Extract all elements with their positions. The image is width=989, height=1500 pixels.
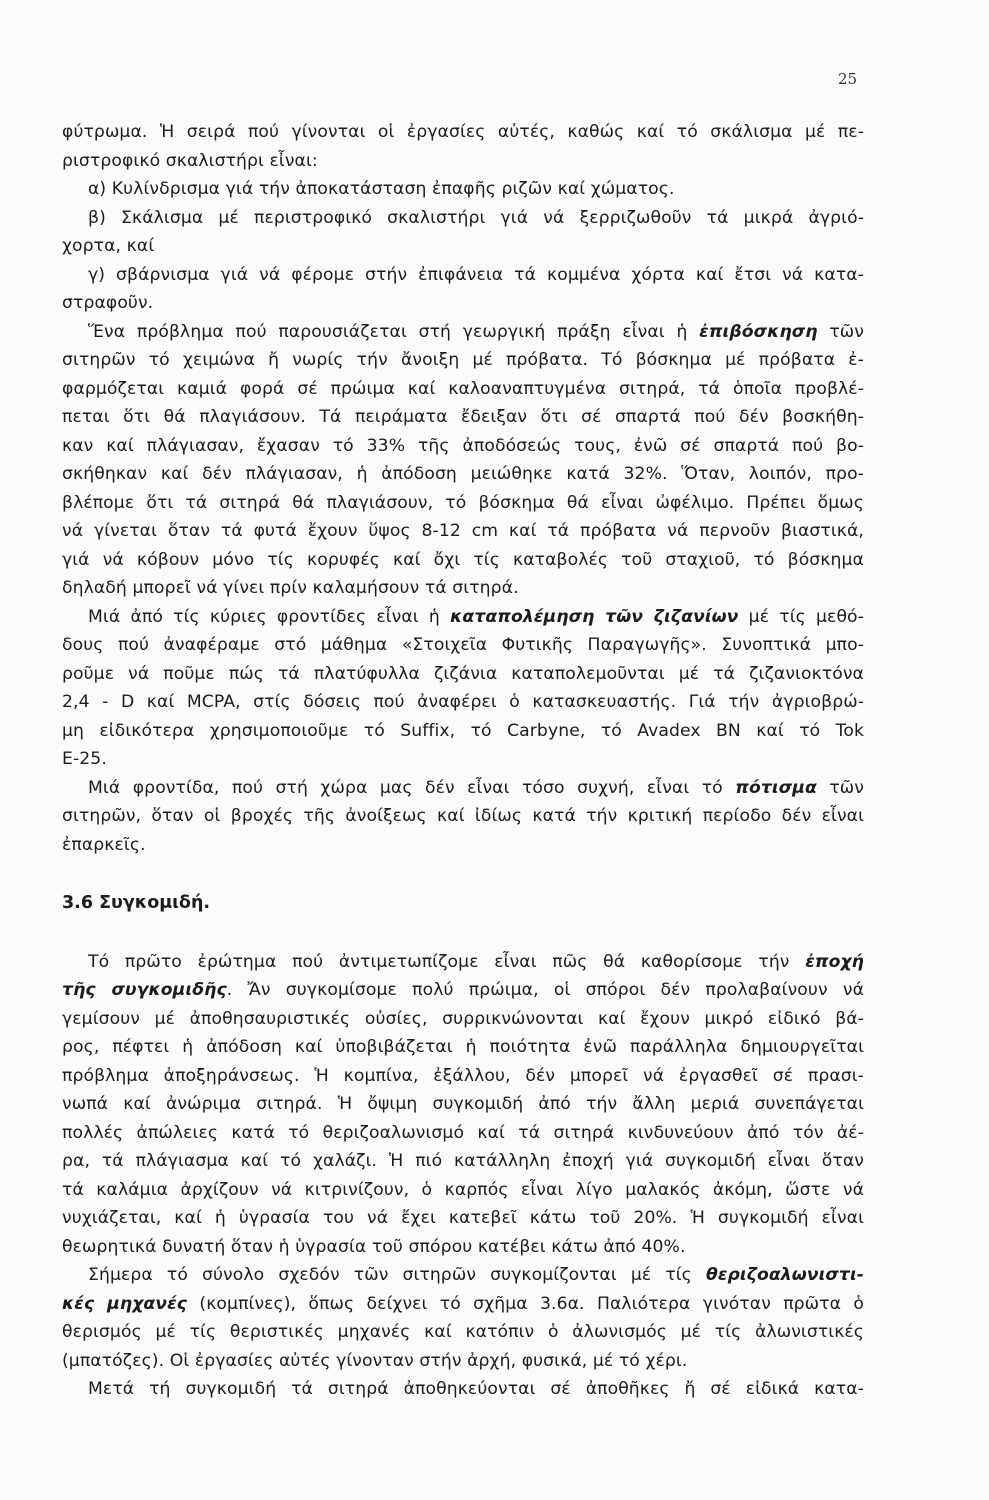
text-line: ριστροφικό σκαλιστήρι εἶναι: xyxy=(62,150,318,171)
list-item-b: β) Σκάλισμα μέ περιστροφικό σκαλιστήρι γιά νά ξερριζωθοῦν τά μικρά ἀγριό- xyxy=(88,207,864,228)
text-line: ἐπαρκεῖς. xyxy=(62,834,146,855)
text-line: 2,4 - D καί MCPA, στίς δόσεις πού ἀναφέρει ὁ κατασκευαστής. Γιά τήν ἀγριοβρώ- xyxy=(62,692,864,712)
text-line: ρος, πέφτει ἡ ἀπόδοση καί ὑποβιβάζεται ἡ ποιότητα ἐνῶ παράλληλα δημιουργεῖται xyxy=(62,1037,864,1057)
term-emphasis: τῆς συγκομιδῆς xyxy=(62,980,227,1000)
text-line: πεται ὅτι θά πλαγιάσουν. Τά πειράματα ἔδειξαν ὅτι σέ σπαρτά πού δέν βοσκήθη- xyxy=(62,407,864,427)
term-emphasis: ἐποχή xyxy=(805,951,864,972)
text-line: ροῦμε νά ποῦμε πώς τά πλατύφυλλα ζιζάνια καταπολεμοῦνται μέ τά ζιζανιοκτόνα xyxy=(62,663,864,684)
text-line: φύτρωμα. Ἡ σειρά πού γίνονται οἱ ἐργασίες αὐτές, καθώς καί τό σκάλισμα μέ πε- xyxy=(62,122,864,142)
text-line: E-25. xyxy=(62,749,107,769)
list-item-c: γ) σβάρνισμα γιά νά φέρομε στήν ἐπιφάνεια τά κομμένα χόρτα καί ἔτσι νά κατα- xyxy=(88,264,864,285)
text-line: βλέπομε ὅτι τά σιτηρά θά πλαγιάσουν, τό βόσκημα θά εἶναι ὠφέλιμο. Πρέπει ὅμως xyxy=(62,492,864,513)
paragraph-first-line: Σήμερα τό σύνολο σχεδόν τῶν σιτηρῶν συγκομίζονται μέ τίς θεριζοαλωνιστι- xyxy=(88,1265,864,1285)
term-emphasis: ἐπιβόσκηση xyxy=(699,321,818,342)
text-line: σιτηρῶν, ὅταν οἱ βροχές τῆς ἀνοίξεως καί ἰδίως κατά τήν κριτική περίοδο δέν εἶναι xyxy=(62,806,864,826)
paragraph-first-line: Μετά τή συγκομιδή τά σιτηρά ἀποθηκεύονται σέ ἀποθῆκες ἤ σέ εἰδικά κατα- xyxy=(88,1379,864,1399)
text-line: γιά νά κόβουν μόνο τίς κορυφές καί ὄχι τίς καταβολές τοῦ σταχιοῦ, τό βόσκημα xyxy=(62,549,864,570)
text-line: τά καλάμια ἀρχίζουν νά κιτρινίζουν, ὁ καρπός εἶναι λίγο μαλακός ἀκόμη, ὥστε νά xyxy=(62,1179,864,1200)
text-line: ρα, τά πλάγιασμα καί τό χαλάζι. Ἡ πιό κατάλληλη ἐποχή γιά συγκομιδή εἶναι ὅταν xyxy=(62,1151,864,1171)
text-line: γεμίσουν μέ ἀποθησαυριστικές οὐσίες, συρρικνώνονται καί ἔχουν μικρό εἰδικό βά- xyxy=(62,1008,864,1029)
term-emphasis: πότισμα xyxy=(735,777,817,798)
term-emphasis: θεριζοαλωνιστι- xyxy=(705,1265,864,1285)
page-number: 25 xyxy=(838,70,858,88)
text-line: χορτα, καί xyxy=(62,236,155,256)
text-line: δους πού ἀναφέραμε στό μάθημα «Στοιχεῖα Φυτικῆς Παραγωγῆς». Συνοπτικά μπο- xyxy=(62,635,864,655)
section-heading: 3.6 Συγκομιδή. xyxy=(62,893,211,913)
text-line: σκήθηκαν καί δέν πλάγιασαν, ἡ ἀπόδοση μειώθηκε κατά 32%. Ὅταν, λοιπόν, προ- xyxy=(62,464,864,484)
text-line: τῆς συγκομιδῆς. Ἄν συγκομίσομε πολύ πρώιμα, οἱ σπόροι δέν προλαβαίνουν νά xyxy=(62,980,864,1000)
text-line: νωπά καί ἀνώριμα σιτηρά. Ἡ ὄψιμη συγκομιδή ἀπό τήν ἄλλη μεριά συνεπάγεται xyxy=(62,1094,864,1114)
paragraph-first-line: Ἕνα πρόβλημα πού παρουσιάζεται στή γεωργική πράξη εἶναι ἡ ἐπιβόσκηση τῶν xyxy=(88,321,864,342)
text-line: θερισμός μέ τίς θεριστικές μηχανές καί κατόπιν ὁ ἀλωνισμός μέ τίς ἀλωνιστικές xyxy=(62,1322,864,1342)
paragraph-first-line: Μιά ἀπό τίς κύριες φροντίδες εἶναι ἡ καταπολέμηση τῶν ζιζανίων μέ τίς μεθό- xyxy=(88,606,864,627)
text-line: καν καί πλάγιασαν, ἔχασαν τό 33% τῆς ἀποδόσεώς τους, ἐνῶ σέ σπαρτά πού βο- xyxy=(62,435,864,456)
paragraph-first-line: Μιά φροντίδα, πού στή χώρα μας δέν εἶναι τόσο συχνή, εἶναι τό πότισμα τῶν xyxy=(88,777,864,798)
text-line: δηλαδή μπορεῖ νά γίνει πρίν καλαμήσουν τά σιτηρά. xyxy=(62,578,519,598)
text-line: πολλές ἀπώλειες κατά τό θεριζοαλωνισμό καί τά σιτηρά κινδυνεύουν ἀπό τόν ἀέ- xyxy=(62,1122,864,1143)
text-line: στραφοῦν. xyxy=(62,293,154,313)
term-emphasis: καταπολέμηση τῶν ζιζανίων xyxy=(450,606,739,627)
text-line: σιτηρῶν τό χειμώνα ἤ νωρίς τήν ἄνοιξη μέ πρόβατα. Τό βόσκημα μέ πρόβατα ἐ- xyxy=(62,350,864,370)
text-line: θεωρητικά δυνατή ὅταν ἡ ὑγρασία τοῦ σπόρου κατέβει κάτω ἀπό 40%. xyxy=(62,1236,686,1257)
text-line: μη εἰδικότερα χρησιμοποιοῦμε τό Suffix, τό Carbyne, τό Avadex BN καί τό Tok xyxy=(62,720,864,741)
text-line: φαρμόζεται καμιά φορά σέ πρώιμα καί καλοαναπτυγμένα σιτηρά, τά ὁποῖα προβλέ- xyxy=(62,378,864,399)
text-line: πρόβλημα ἀποξηράνσεως. Ἡ κομπίνα, ἐξάλλου, δέν μπορεῖ νά ἐργασθεῖ σέ πρασι- xyxy=(62,1065,864,1086)
term-emphasis: κές μηχανές xyxy=(62,1293,188,1314)
list-item-a: α) Κυλίνδρισμα γιά τήν ἀποκατάσταση ἐπαφῆς ριζῶν καί χώματος. xyxy=(88,179,675,199)
text-line: κές μηχανές (κομπίνες), ὅπως δείχνει τό σχῆμα 3.6α. Παλιότερα γινόταν πρῶτα ὁ xyxy=(62,1293,864,1314)
text-line: νά γίνεται ὅταν τά φυτά ἔχουν ὕψος 8-12 cm καί τά πρόβατα νά περνοῦν βιαστικά, xyxy=(62,521,864,541)
text-line: νυχιάζεται, καί ἡ ὑγρασία του νά ἔχει κατεβεῖ κάτω τοῦ 20%. Ἡ συγκομιδή εἶναι xyxy=(62,1208,864,1228)
text-line: (μπατόζες). Οἱ ἐργασίες αὐτές γίνονταν στήν ἀρχή, φυσικά, μέ τό χέρι. xyxy=(62,1350,688,1371)
paragraph-first-line: Τό πρῶτο ἐρώτημα πού ἀντιμετωπίζομε εἶναι πῶς θά καθορίσομε τήν ἐποχή xyxy=(88,951,864,972)
page-body xyxy=(62,118,864,1404)
